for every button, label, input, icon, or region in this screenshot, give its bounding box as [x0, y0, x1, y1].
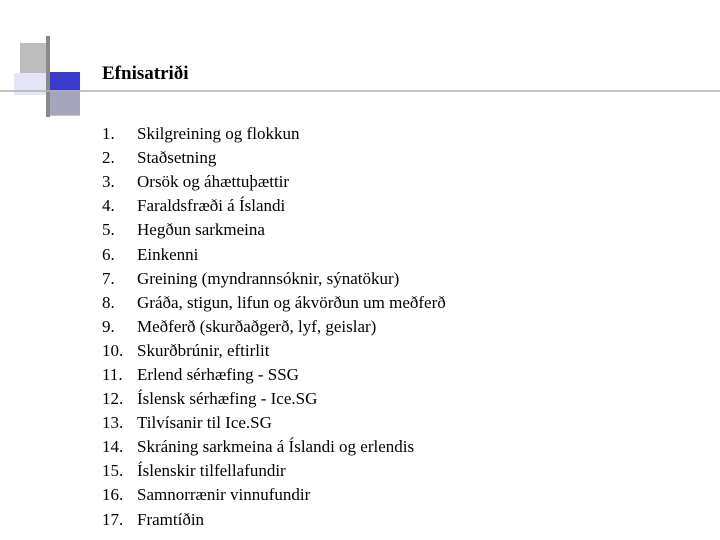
list-item [102, 267, 446, 291]
item-text: Íslensk sérhæfing - Ice.SG [137, 389, 318, 409]
item-text: Framtíðin [137, 509, 205, 529]
list-item [102, 122, 446, 146]
item-number: 4. [102, 196, 115, 216]
item-text: Samnorrænir vinnufundir [137, 485, 311, 505]
list-item [102, 435, 446, 459]
slide-title: Efnisatriði [102, 63, 189, 84]
agenda-list [102, 122, 446, 532]
item-number: 1. [102, 124, 115, 144]
item-text: Faraldsfræði á Íslandi [137, 196, 286, 216]
item-text: Gráða, stigun, lifun og ákvörðun um meðferð [137, 292, 446, 312]
item-number: 9. [102, 316, 115, 336]
list-item [102, 315, 446, 339]
item-number: 15. [102, 461, 124, 481]
item-number: 10. [102, 340, 124, 360]
list-item [102, 218, 446, 242]
item-text: Skilgreining og flokkun [137, 124, 300, 144]
item-text: Orsök og áhættuþættir [137, 172, 290, 192]
item-text: Tilvísanir til Ice.SG [137, 413, 272, 433]
decor-grey-block [50, 90, 80, 116]
item-number: 6. [102, 244, 115, 264]
item-text: Hegðun sarkmeina [137, 220, 265, 240]
item-number: 14. [102, 437, 124, 457]
decor-grey-square [20, 43, 50, 73]
item-number: 8. [102, 292, 115, 312]
item-number: 11. [102, 364, 123, 384]
list-item [102, 483, 446, 507]
list-item [102, 242, 446, 266]
item-number: 5. [102, 220, 115, 240]
list-item [102, 387, 446, 411]
item-text: Meðferð (skurðaðgerð, lyf, geislar) [137, 316, 377, 336]
item-number: 2. [102, 148, 115, 168]
list-item [102, 508, 446, 532]
item-text: Erlend sérhæfing - SSG [137, 364, 299, 384]
list-item [102, 411, 446, 435]
item-text: Greining (myndrannsóknir, sýnatökur) [137, 268, 400, 288]
list-item [102, 291, 446, 315]
list-item [102, 363, 446, 387]
list-item [102, 339, 446, 363]
item-text: Íslenskir tilfellafundir [137, 461, 286, 481]
item-number: 16. [102, 485, 124, 505]
decor-vertical-bar [46, 36, 50, 117]
list-item [102, 459, 446, 483]
item-text: Skráning sarkmeina á Íslandi og erlendis [137, 437, 415, 457]
item-number: 13. [102, 413, 124, 433]
item-number: 3. [102, 172, 115, 192]
item-number: 12. [102, 389, 124, 409]
item-text: Einkenni [137, 244, 199, 264]
list-item [102, 194, 446, 218]
item-number: 7. [102, 268, 115, 288]
list-item [102, 170, 446, 194]
item-number: 17. [102, 509, 124, 529]
item-text: Staðsetning [137, 148, 217, 168]
list-item [102, 146, 446, 170]
item-text: Skurðbrúnir, eftirlit [137, 340, 270, 360]
